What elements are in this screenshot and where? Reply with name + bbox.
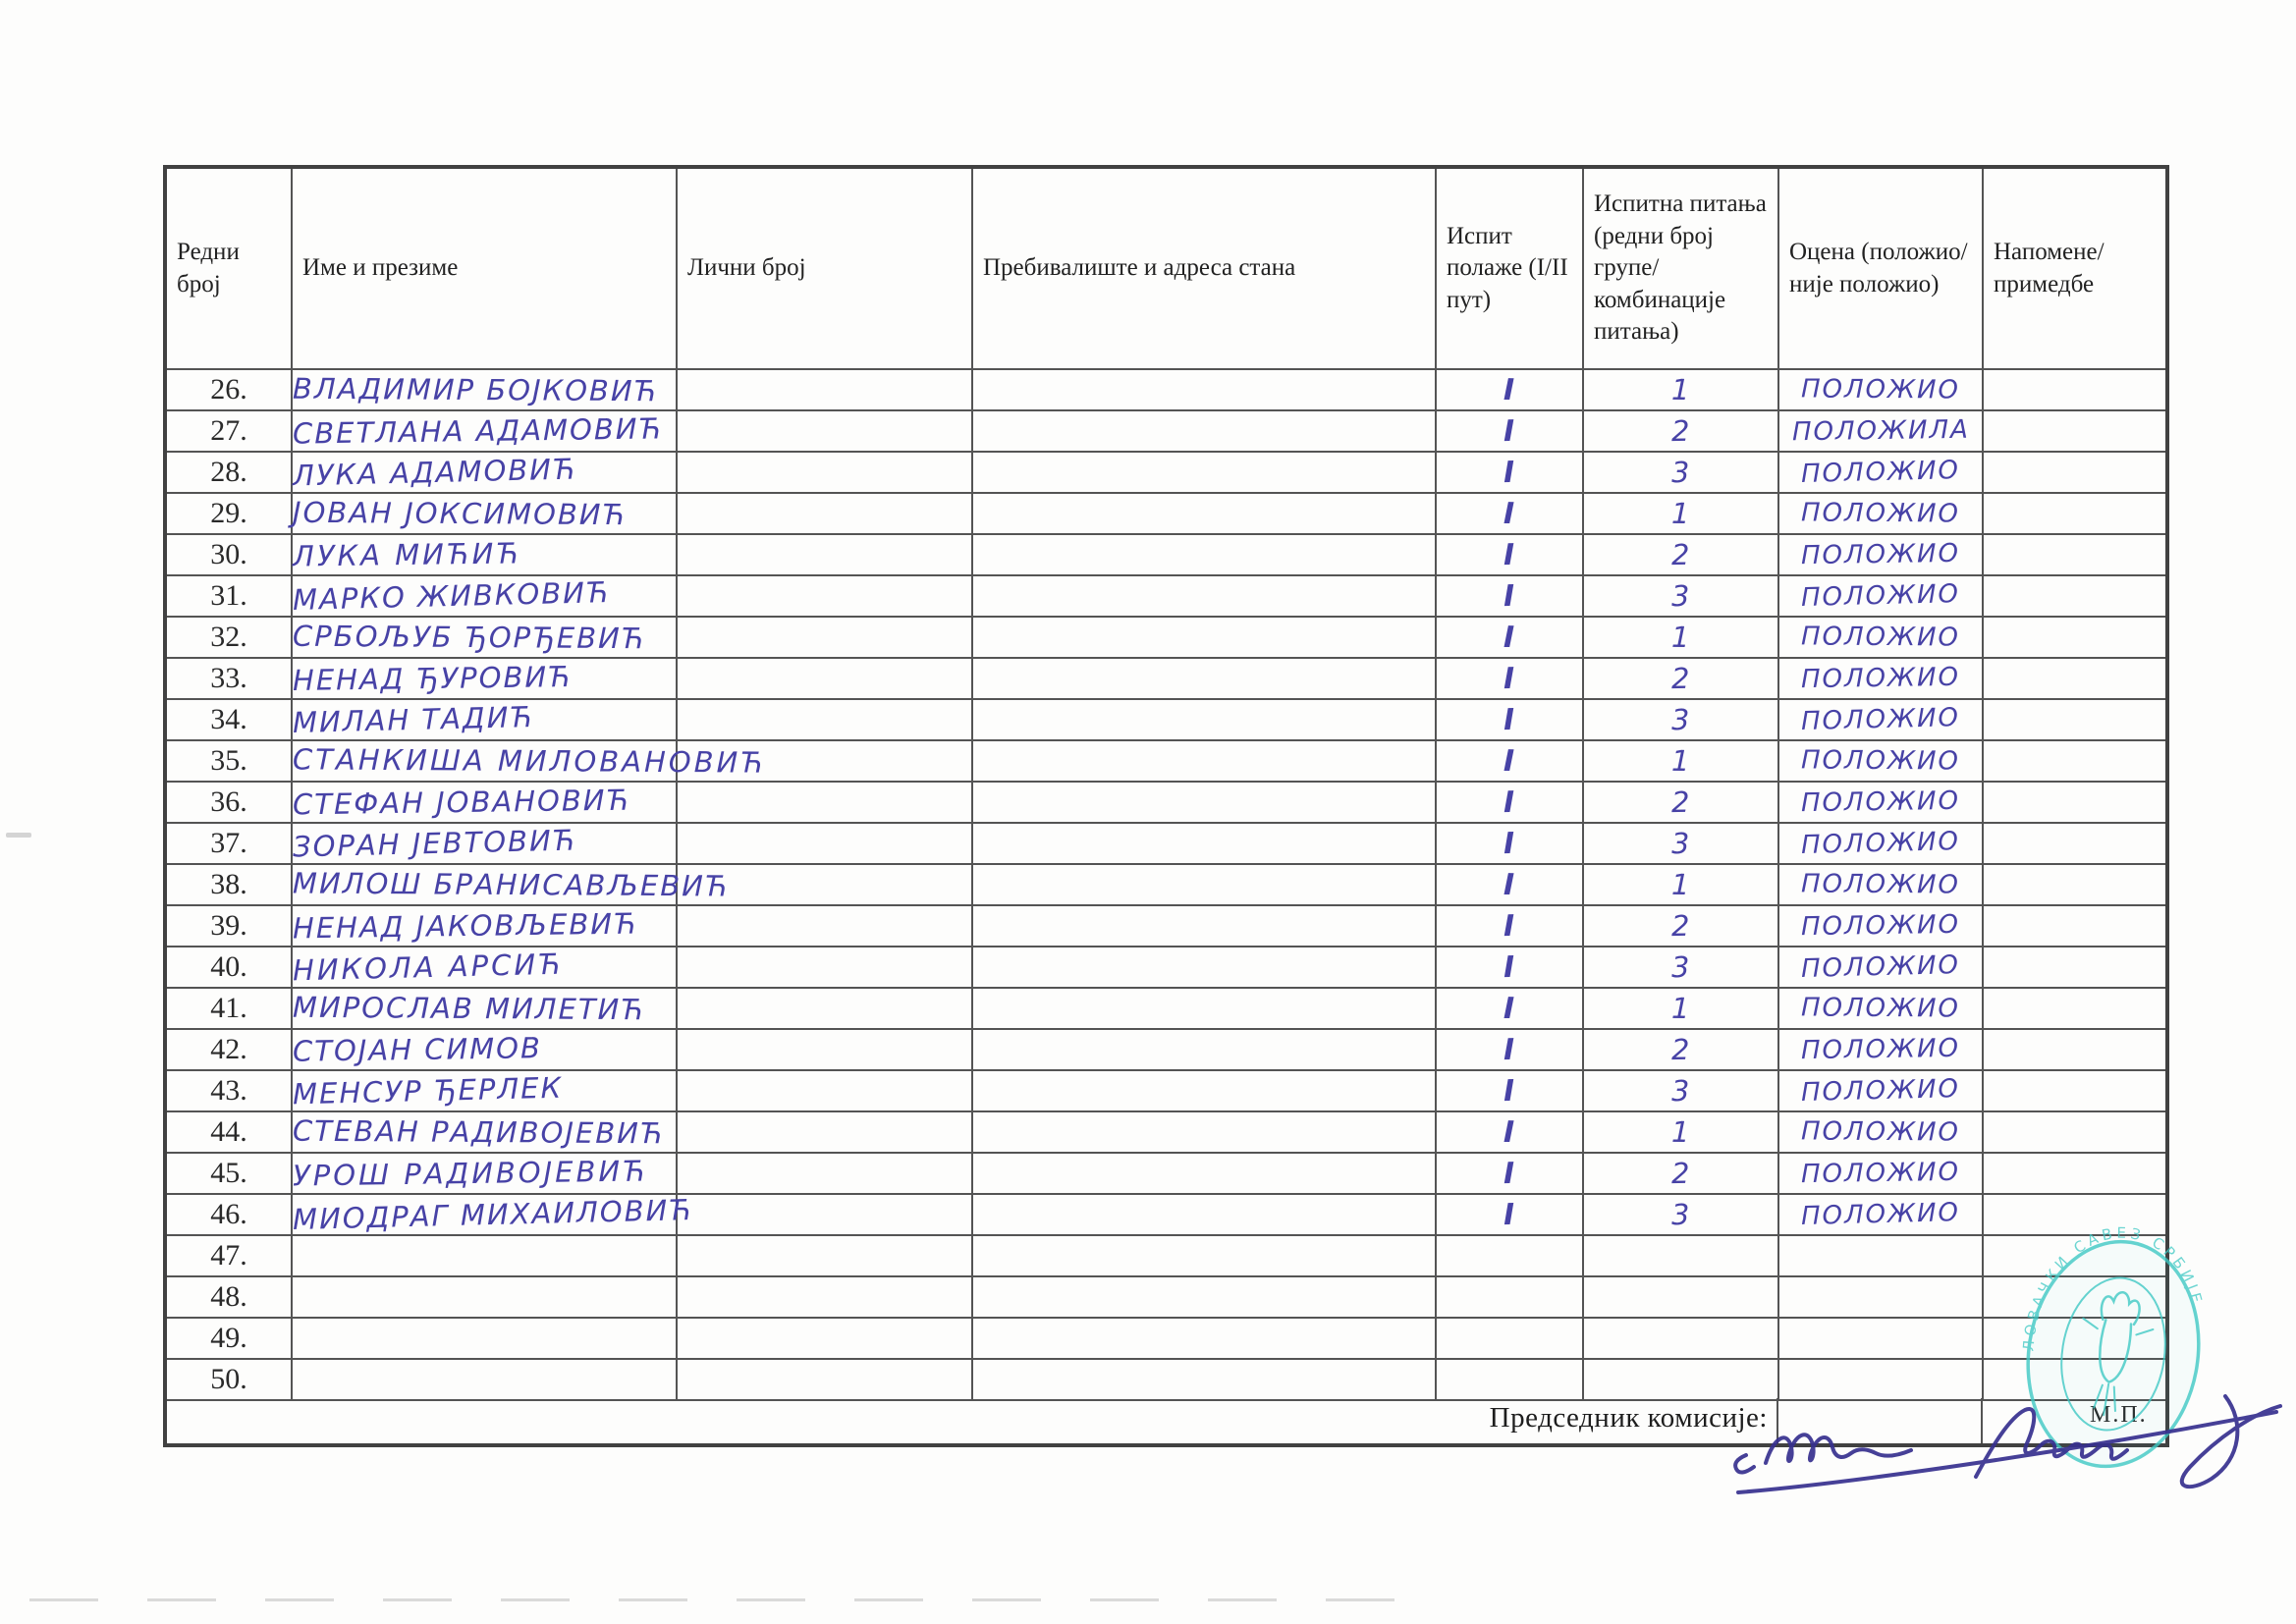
col-header-ordinal-number: Редни број: [165, 167, 292, 369]
grade-passed: ПОЛОЖИО: [1800, 993, 1961, 1024]
exam-attempt: I: [1503, 1114, 1515, 1150]
exam-attempt: I: [1503, 1197, 1516, 1232]
question-group-number: 1: [1671, 496, 1690, 531]
question-group-number: 2: [1671, 537, 1690, 572]
table-row: [165, 1235, 2167, 1276]
scan-artifact: [6, 833, 31, 838]
table-row: [165, 864, 2167, 905]
row-number: 34.: [210, 703, 247, 735]
candidate-name: НИКОЛА АРСИЋ: [292, 947, 565, 988]
exam-attempt: I: [1503, 991, 1515, 1026]
grade-passed: ПОЛОЖИО: [1800, 662, 1961, 695]
question-group-number: 3: [1670, 1073, 1691, 1109]
question-group-number: 2: [1671, 413, 1690, 449]
exam-attempt: I: [1503, 1032, 1515, 1067]
seal-place-mark: М.П.: [2090, 1402, 2148, 1428]
row-number: 38.: [210, 868, 247, 900]
candidate-name: НЕНАД ЂУРОВИЋ: [292, 660, 574, 697]
grade-passed: ПОЛОЖИО: [1800, 745, 1961, 777]
table-row: [165, 410, 2167, 452]
question-group-number: 3: [1670, 578, 1691, 614]
question-group-number: 2: [1671, 1032, 1690, 1067]
candidate-name: СТЕВАН РАДИВОЈЕВИЋ: [292, 1113, 665, 1151]
candidate-name: СРБОЉУБ ЂОРЂЕВИЋ: [292, 619, 646, 656]
question-group-number: 2: [1671, 785, 1690, 820]
row-number: 32.: [210, 621, 247, 653]
question-group-number: 2: [1671, 661, 1690, 696]
col-header-name-surname: Име и презиме: [292, 167, 677, 369]
grade-passed: ПОЛОЖИО: [1800, 1116, 1961, 1148]
row-number: 33.: [210, 662, 247, 694]
candidate-name: МИЛОШ БРАНИСАВЉЕВИЋ: [292, 866, 730, 903]
table-row: [165, 782, 2167, 823]
row-number: 26.: [210, 373, 247, 406]
exam-record-table: [163, 165, 2169, 1447]
candidate-name: ЛУКА АДАМОВИЋ: [292, 452, 578, 493]
question-group-number: 1: [1671, 372, 1690, 407]
row-number: 30.: [210, 538, 247, 570]
table-row: [165, 699, 2167, 740]
row-number: 45.: [210, 1157, 247, 1189]
exam-attempt: I: [1503, 908, 1515, 944]
exam-attempt: I: [1503, 785, 1515, 820]
candidate-name: ЗОРАН ЈЕВТОВИЋ: [292, 823, 577, 864]
col-header-residence: Пребивалиште и адреса стана: [972, 167, 1436, 369]
candidate-name: МИОДРАГ МИХАИЛОВИЋ: [292, 1193, 694, 1236]
table-row: [165, 1029, 2167, 1070]
row-number: 42.: [210, 1033, 247, 1065]
grade-passed: ПОЛОЖИО: [1800, 827, 1961, 860]
question-group-number: 3: [1670, 1197, 1691, 1232]
svg-text:ЛОВАЧКИ САВЕЗ СРБИЈЕ: ЛОВАЧКИ САВЕЗ СРБИЈЕ: [2019, 1223, 2207, 1352]
row-number: 31.: [210, 579, 247, 612]
candidate-name: СТЕФАН ЈОВАНОВИЋ: [292, 783, 631, 822]
exam-attempt: I: [1503, 949, 1516, 985]
grade-passed: ПОЛОЖИО: [1800, 498, 1961, 529]
scan-artifact: [29, 1598, 1434, 1601]
table-row: [165, 493, 2167, 534]
exam-attempt: I: [1503, 455, 1516, 490]
col-header-grade: Оцена (положио/ није положио): [1778, 167, 1983, 369]
table-row: [165, 658, 2167, 699]
grade-passed: ПОЛОЖИЛА: [1791, 414, 1970, 448]
row-number: 39.: [210, 909, 247, 942]
question-group-number: 2: [1671, 908, 1690, 944]
row-number: 40.: [210, 950, 247, 983]
commission-chair-label: Председник комисије:: [1489, 1402, 1768, 1434]
row-number: 28.: [210, 456, 247, 488]
candidate-name: МАРКО ЖИВКОВИЋ: [292, 575, 611, 617]
candidate-name: УРОШ РАДИВОЈЕВИЋ: [292, 1154, 649, 1193]
col-header-notes: Напомене/ примедбе: [1983, 167, 2167, 369]
question-group-number: 1: [1671, 991, 1690, 1026]
table-row: [165, 740, 2167, 782]
chair-signature: [1601, 1353, 2288, 1520]
table-row: [165, 452, 2167, 493]
col-header-personal-number: Лични број: [677, 167, 972, 369]
table-row: [165, 1276, 2167, 1318]
exam-attempt: I: [1503, 661, 1515, 696]
question-group-number: 1: [1671, 1114, 1690, 1150]
exam-attempt: I: [1503, 867, 1515, 902]
grade-passed: ПОЛОЖИО: [1800, 785, 1961, 819]
row-number: 41.: [210, 992, 247, 1024]
grade-passed: ПОЛОЖИО: [1800, 1157, 1961, 1190]
table-row: [165, 1153, 2167, 1194]
question-group-number: 1: [1671, 867, 1690, 902]
table-row: [165, 369, 2167, 410]
grade-passed: ПОЛОЖИО: [1800, 579, 1961, 613]
exam-attempt: I: [1503, 413, 1515, 449]
candidate-name: МЕНСУР ЂЕРЛЕК: [292, 1070, 564, 1111]
grade-passed: ПОЛОЖИО: [1800, 869, 1961, 900]
grade-passed: ПОЛОЖИО: [1800, 622, 1961, 653]
candidate-name: СТОЈАН СИМОВ: [292, 1031, 543, 1068]
exam-attempt: I: [1503, 372, 1515, 407]
candidate-name: МИРОСЛАВ МИЛЕТИЋ: [292, 990, 646, 1027]
row-number: 43.: [210, 1074, 247, 1107]
table-header-row: [165, 167, 2167, 369]
row-number: 47.: [210, 1239, 247, 1272]
table-row: [165, 1194, 2167, 1235]
col-header-exam-attempt: Испит полаже (I/II пут): [1436, 167, 1583, 369]
candidate-name: ВЛАДИМИР БОЈКОВИЋ: [292, 371, 659, 408]
question-group-number: 2: [1671, 1156, 1690, 1191]
exam-attempt: I: [1503, 826, 1516, 861]
grade-passed: ПОЛОЖИО: [1800, 703, 1961, 736]
question-group-number: 3: [1670, 702, 1691, 737]
exam-attempt: I: [1503, 1073, 1516, 1109]
row-number: 37.: [210, 827, 247, 859]
row-number: 27.: [210, 414, 247, 447]
col-header-exam-questions: Испитна питања (редни број групе/ комбинације питања): [1583, 167, 1778, 369]
table-row: [165, 947, 2167, 988]
grade-passed: ПОЛОЖИО: [1800, 374, 1961, 406]
question-group-number: 3: [1670, 455, 1691, 490]
exam-attempt: I: [1503, 578, 1516, 614]
row-number: 48.: [210, 1280, 247, 1313]
table-row: [165, 988, 2167, 1029]
grade-passed: ПОЛОЖИО: [1800, 1033, 1961, 1066]
table-row: [165, 1070, 2167, 1111]
table-row: [165, 823, 2167, 864]
table-row: [165, 905, 2167, 947]
row-number: 36.: [210, 785, 247, 818]
table-row: [165, 534, 2167, 575]
row-number: 46.: [210, 1198, 247, 1230]
table-row: [165, 575, 2167, 617]
question-group-number: 1: [1671, 620, 1690, 655]
candidate-name: МИЛАН ТАДИЋ: [292, 699, 535, 740]
exam-attempt: I: [1503, 743, 1515, 779]
question-group-number: 3: [1670, 949, 1691, 985]
exam-attempt: I: [1503, 496, 1515, 531]
candidate-name: НЕНАД ЈАКОВЉЕВИЋ: [292, 906, 639, 946]
row-number: 50.: [210, 1363, 247, 1395]
grade-passed: ПОЛОЖИО: [1800, 1074, 1961, 1108]
row-number: 44.: [210, 1115, 247, 1148]
grade-passed: ПОЛОЖИО: [1800, 950, 1961, 984]
exam-attempt: I: [1503, 537, 1515, 572]
question-group-number: 3: [1670, 826, 1691, 861]
candidate-name: ЈОВАН ЈОКСИМОВИЋ: [292, 495, 628, 532]
row-number: 35.: [210, 744, 247, 777]
grade-passed: ПОЛОЖИО: [1800, 1198, 1961, 1231]
candidate-name: СТАНКИША МИЛОВАНОВИЋ: [292, 742, 767, 780]
exam-attempt: I: [1503, 620, 1515, 655]
table-row: [165, 617, 2167, 658]
grade-passed: ПОЛОЖИО: [1800, 456, 1961, 489]
row-number: 49.: [210, 1322, 247, 1354]
question-group-number: 1: [1671, 743, 1690, 779]
row-number: 29.: [210, 497, 247, 529]
grade-passed: ПОЛОЖИО: [1800, 538, 1961, 571]
candidate-name: ЛУКА МИЋИЋ: [292, 536, 522, 573]
candidate-name: СВЕТЛАНА АДАМОВИЋ: [292, 411, 664, 451]
exam-attempt: I: [1503, 1156, 1515, 1191]
grade-passed: ПОЛОЖИО: [1800, 909, 1961, 943]
exam-attempt: I: [1503, 702, 1516, 737]
table-row: [165, 1111, 2167, 1153]
